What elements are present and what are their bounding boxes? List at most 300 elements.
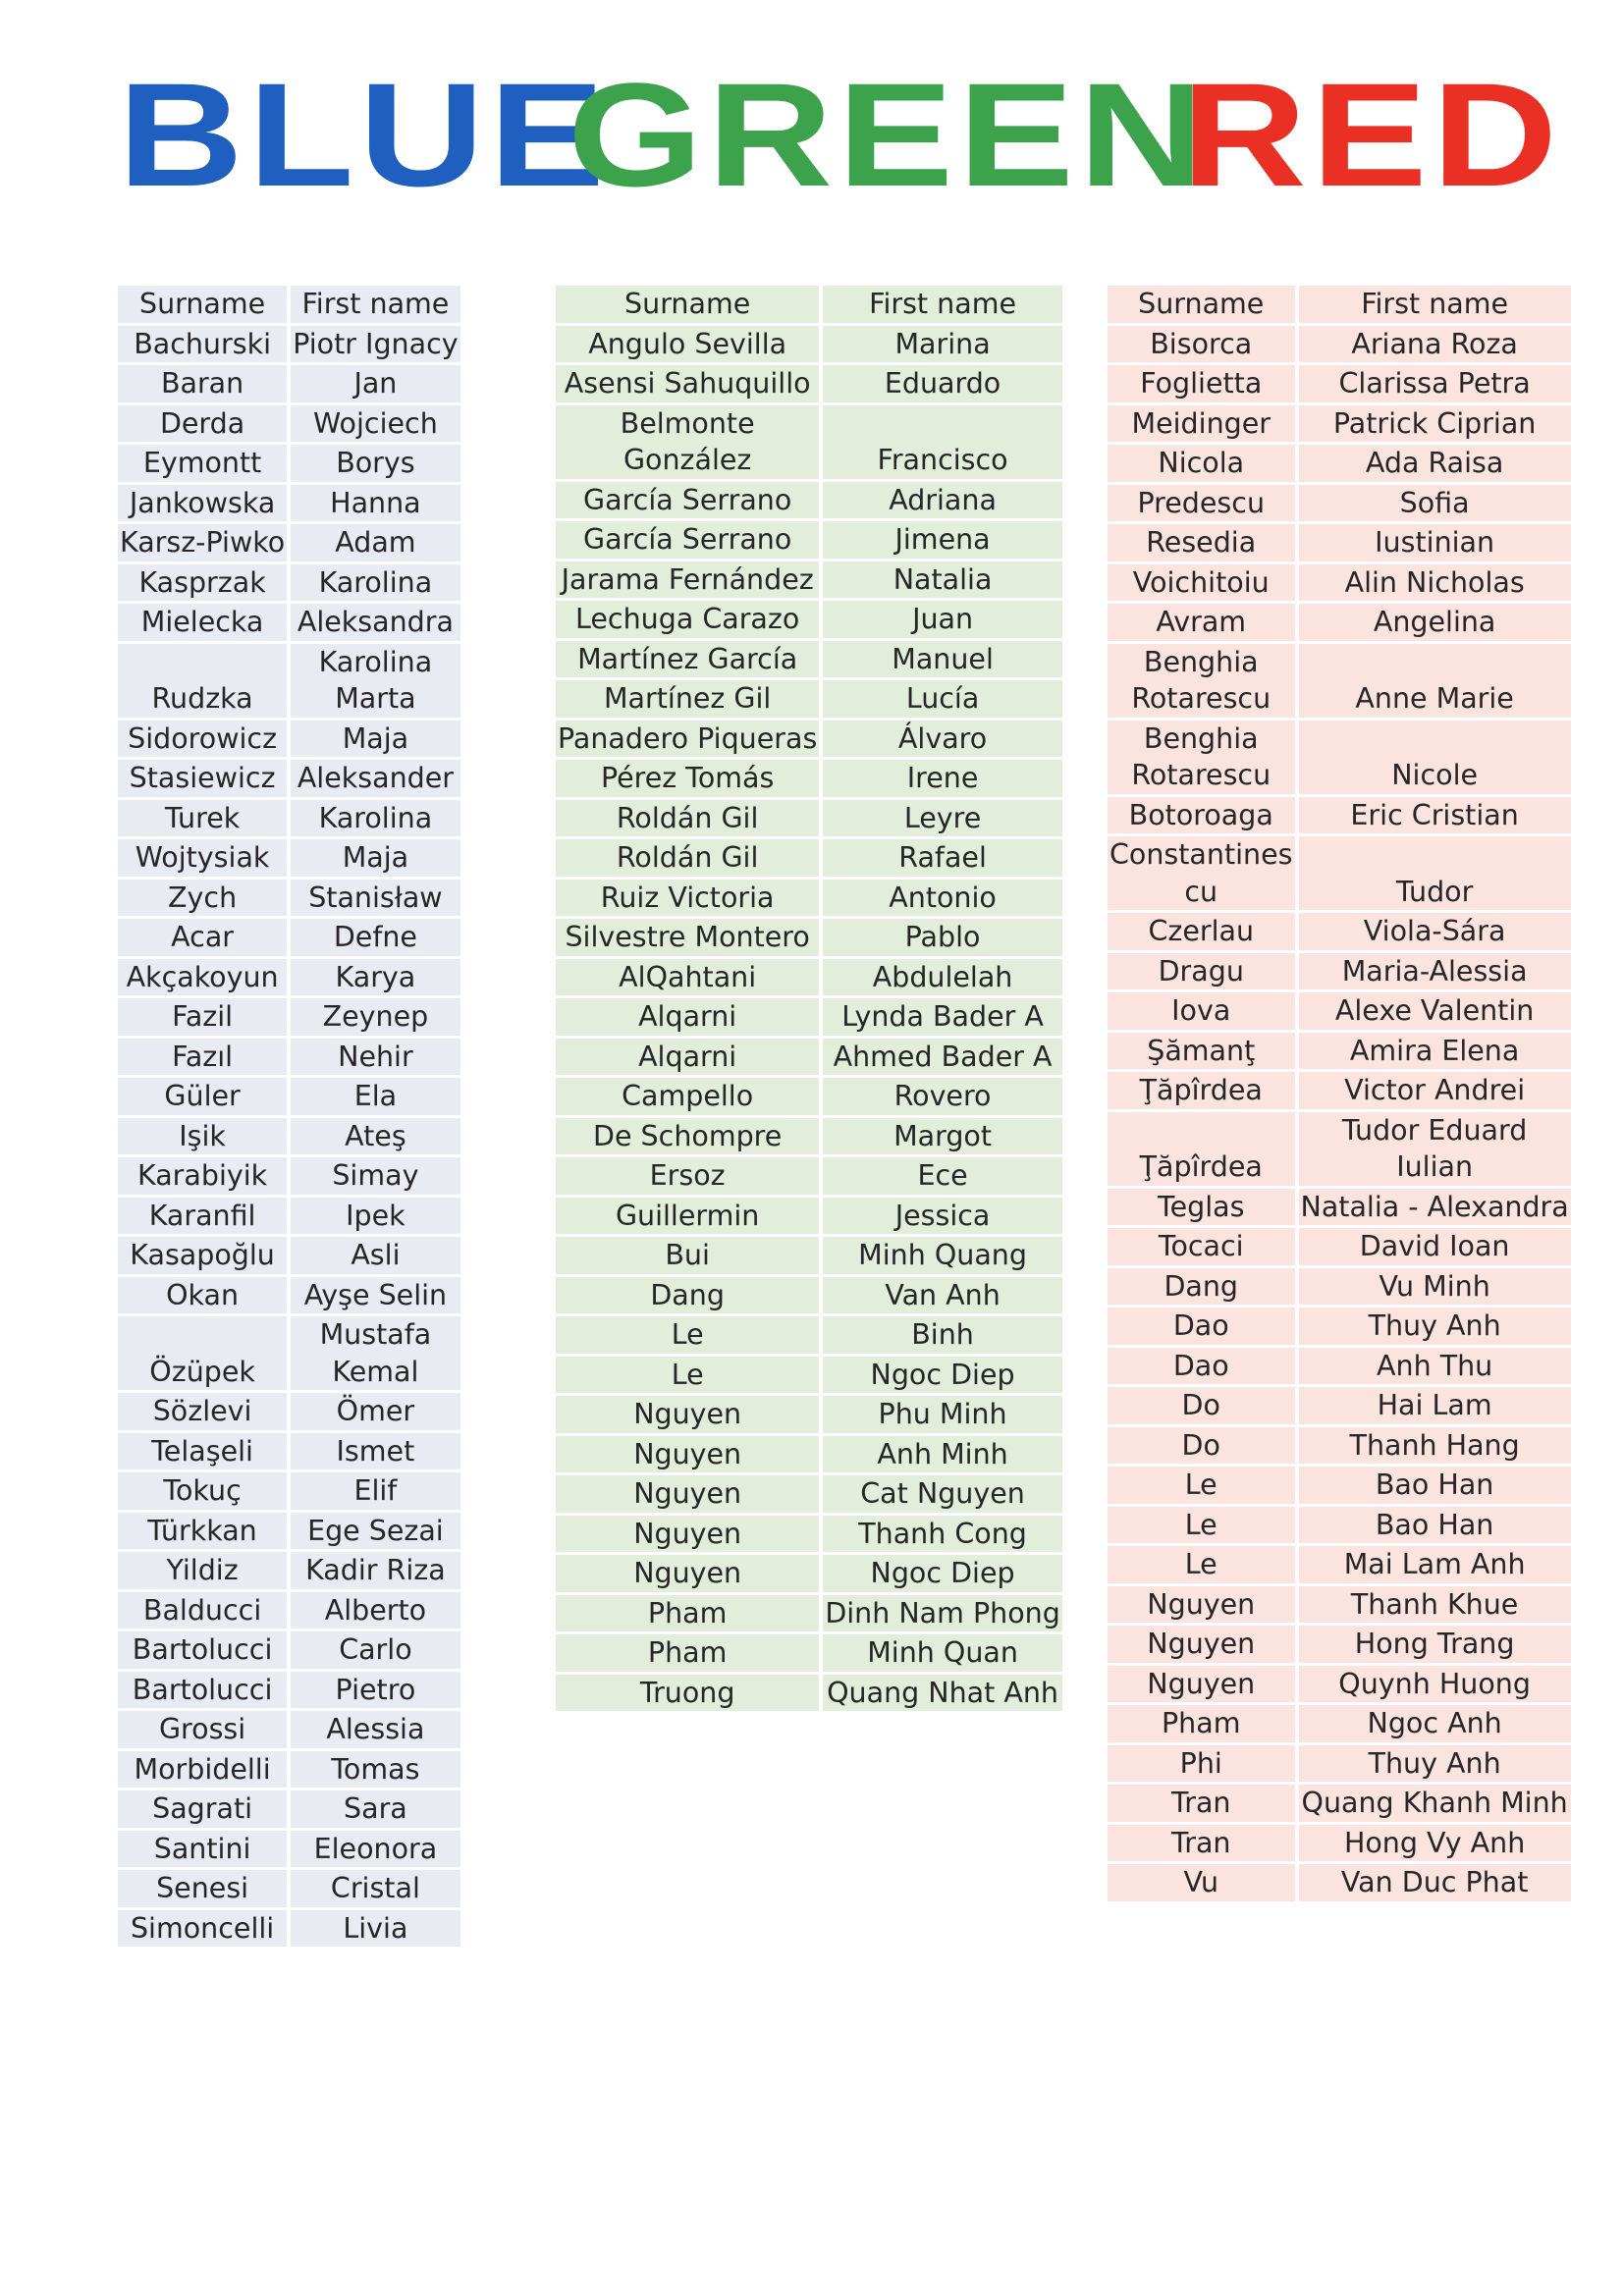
table-row	[1108, 1387, 1571, 1424]
surname-cell: Le	[1108, 1507, 1299, 1544]
surname-cell: Resedia	[1108, 524, 1299, 561]
first-name-cell: Karolina	[291, 564, 460, 602]
heading-blue: BLUE	[118, 52, 610, 217]
surname-cell: Karanfil	[118, 1198, 291, 1235]
surname-cell: Bartolucci	[118, 1631, 291, 1669]
surname-cell: Benghia Rotarescu	[1108, 721, 1299, 794]
first-name-cell: Maja	[291, 721, 460, 758]
table-row	[1108, 1072, 1571, 1109]
surname-cell: Meidinger	[1108, 405, 1299, 443]
surname-cell: Karabiyik	[118, 1157, 291, 1195]
first-name-cell: Eduardo	[823, 365, 1062, 402]
surname-cell: Dragu	[1108, 953, 1299, 990]
surname-cell: Guillermin	[556, 1198, 823, 1235]
table-row	[1108, 1785, 1571, 1822]
table-row	[1108, 1112, 1571, 1186]
surname-cell: Nguyen	[556, 1555, 823, 1592]
table-row	[556, 1316, 1062, 1354]
table-row	[118, 445, 460, 482]
surname-cell: Balducci	[118, 1592, 291, 1629]
first-name-cell: Hong Vy Anh	[1299, 1825, 1571, 1862]
first-name-cell: Pablo	[823, 919, 1062, 956]
table-row	[118, 1472, 460, 1510]
table-row	[1108, 1546, 1571, 1583]
table-row	[556, 998, 1062, 1036]
surname-cell: Ţăpîrdea	[1108, 1112, 1299, 1186]
first-name-cell: Alexe Valentin	[1299, 992, 1571, 1030]
table-row	[1108, 1705, 1571, 1742]
surname-cell: Rudzka	[118, 644, 291, 718]
first-name-header: First name	[1299, 286, 1571, 323]
first-name-cell: Lynda Bader A	[823, 998, 1062, 1036]
first-name-cell: Francisco	[823, 405, 1062, 479]
first-name-cell: Marina	[823, 326, 1062, 363]
first-name-cell: Iustinian	[1299, 524, 1571, 561]
first-name-cell: Natalia	[823, 561, 1062, 599]
first-name-cell: Pietro	[291, 1672, 460, 1709]
table-row	[1108, 721, 1571, 794]
surname-cell: Tocaci	[1108, 1228, 1299, 1265]
surname-cell: Benghia Rotarescu	[1108, 644, 1299, 718]
table-row	[556, 1157, 1062, 1195]
first-name-cell: Clarissa Petra	[1299, 365, 1571, 402]
surname-cell: Ersoz	[556, 1157, 823, 1195]
surname-cell: Pérez Tomás	[556, 760, 823, 797]
surname-cell: Nguyen	[1108, 1626, 1299, 1663]
red-header-row	[1108, 286, 1571, 323]
table-row	[118, 1039, 460, 1076]
first-name-cell: Zeynep	[291, 998, 460, 1036]
first-name-cell: Kadir Riza	[291, 1552, 460, 1589]
surname-cell: Akçakoyun	[118, 959, 291, 996]
table-row	[1108, 992, 1571, 1030]
surname-cell: Lechuga Carazo	[556, 601, 823, 638]
table-row	[118, 1433, 460, 1470]
surname-cell: Nicola	[1108, 445, 1299, 482]
first-name-cell: Alessia	[291, 1711, 460, 1748]
surname-cell: Eymontt	[118, 445, 291, 482]
surname-cell: Morbidelli	[118, 1751, 291, 1789]
surname-cell: Kasprzak	[118, 564, 291, 602]
surname-cell: Işik	[118, 1118, 291, 1155]
first-name-cell: Tomas	[291, 1751, 460, 1789]
surname-cell: Karsz-Piwko	[118, 524, 291, 561]
first-name-cell: Ipek	[291, 1198, 460, 1235]
table-row	[118, 1393, 460, 1430]
table-row	[118, 405, 460, 443]
first-name-cell: Maria-Alessia	[1299, 953, 1571, 990]
first-name-cell: Aleksandra	[291, 604, 460, 641]
table-row	[1108, 365, 1571, 402]
surname-cell: Iova	[1108, 992, 1299, 1030]
surname-cell: Panadero Piqueras	[556, 721, 823, 758]
first-name-cell: Margot	[823, 1118, 1062, 1155]
surname-cell: Sagrati	[118, 1790, 291, 1828]
heading-red: RED	[1181, 52, 1562, 217]
surname-cell: Jankowska	[118, 485, 291, 522]
first-name-cell: Elif	[291, 1472, 460, 1510]
first-name-cell: Piotr Ignacy	[291, 326, 460, 363]
first-name-cell: Eleonora	[291, 1831, 460, 1868]
table-row	[1108, 1268, 1571, 1306]
table-row	[1108, 1507, 1571, 1544]
surname-cell: Dang	[556, 1277, 823, 1314]
first-name-cell: Nehir	[291, 1039, 460, 1076]
surname-cell: Santini	[118, 1831, 291, 1868]
table-row	[118, 1672, 460, 1709]
table-row	[118, 485, 460, 522]
first-name-cell: Hai Lam	[1299, 1387, 1571, 1424]
surname-cell: Martínez García	[556, 641, 823, 678]
table-row	[118, 564, 460, 602]
surname-cell: Belmonte González	[556, 405, 823, 479]
first-name-cell: Thanh Hang	[1299, 1427, 1571, 1465]
surname-cell: Alqarni	[556, 1039, 823, 1076]
table-row	[118, 800, 460, 837]
first-name-cell: Hong Trang	[1299, 1626, 1571, 1663]
surname-cell: Pham	[556, 1634, 823, 1672]
first-name-cell: Cristal	[291, 1870, 460, 1907]
first-name-cell: Rovero	[823, 1078, 1062, 1115]
surname-cell: Do	[1108, 1387, 1299, 1424]
table-row	[118, 1910, 460, 1948]
table-row	[556, 1277, 1062, 1314]
table-row	[118, 1513, 460, 1550]
table-row	[1108, 445, 1571, 482]
first-name-cell: Binh	[823, 1316, 1062, 1354]
table-row	[1108, 1626, 1571, 1663]
surname-cell: Phi	[1108, 1745, 1299, 1783]
first-name-cell: Ece	[823, 1157, 1062, 1195]
surname-cell: Ţăpîrdea	[1108, 1072, 1299, 1109]
first-name-cell: Victor Andrei	[1299, 1072, 1571, 1109]
surname-cell: Dang	[1108, 1268, 1299, 1306]
table-row	[118, 1316, 460, 1390]
surname-cell: Derda	[118, 405, 291, 443]
first-name-cell: Livia	[291, 1910, 460, 1948]
table-row	[556, 601, 1062, 638]
first-name-cell: Quynh Huong	[1299, 1666, 1571, 1703]
first-name-cell: Abdulelah	[823, 959, 1062, 996]
first-name-cell: Anh Minh	[823, 1436, 1062, 1473]
table-row	[556, 1198, 1062, 1235]
surname-cell: Tokuç	[118, 1472, 291, 1510]
surname-cell: Bui	[556, 1237, 823, 1274]
first-name-cell: Simay	[291, 1157, 460, 1195]
table-row	[556, 482, 1062, 519]
first-name-cell: Adriana	[823, 482, 1062, 519]
first-name-cell: Vu Minh	[1299, 1268, 1571, 1306]
first-name-cell: Ngoc Diep	[823, 1357, 1062, 1394]
table-row	[556, 880, 1062, 917]
table-row	[118, 1198, 460, 1235]
surname-cell: García Serrano	[556, 521, 823, 559]
first-name-cell: Karolina Marta	[291, 644, 460, 718]
surname-cell: Nguyen	[556, 1396, 823, 1433]
table-row	[118, 326, 460, 363]
table-row	[1108, 1189, 1571, 1226]
first-name-cell: Adam	[291, 524, 460, 561]
first-name-cell: Patrick Ciprian	[1299, 405, 1571, 443]
table-row	[556, 641, 1062, 678]
first-name-cell: Van Duc Phat	[1299, 1864, 1571, 1901]
table-row	[1108, 1666, 1571, 1703]
first-name-cell: Antonio	[823, 880, 1062, 917]
first-name-cell: Van Anh	[823, 1277, 1062, 1314]
first-name-cell: Defne	[291, 919, 460, 956]
table-row	[1108, 485, 1571, 522]
first-name-cell: Karya	[291, 959, 460, 996]
first-name-header: First name	[823, 286, 1062, 323]
table-row	[1108, 644, 1571, 718]
table-row	[1108, 1308, 1571, 1345]
surname-cell: Jarama Fernández	[556, 561, 823, 599]
table-row	[556, 561, 1062, 599]
surname-header: Surname	[556, 286, 823, 323]
first-name-cell: Nicole	[1299, 721, 1571, 794]
green-names-table	[556, 283, 1062, 1714]
surname-cell: Foglietta	[1108, 365, 1299, 402]
surname-cell: Constantines cu	[1108, 836, 1299, 910]
surname-cell: Şămanţ	[1108, 1033, 1299, 1070]
first-name-cell: Thanh Khue	[1299, 1586, 1571, 1624]
table-row	[118, 760, 460, 797]
table-row	[118, 1592, 460, 1629]
first-name-cell: Rafael	[823, 839, 1062, 877]
first-name-cell: Natalia - Alexandra	[1299, 1189, 1571, 1226]
table-row	[1108, 405, 1571, 443]
first-name-header: First name	[291, 286, 460, 323]
first-name-cell: Sofia	[1299, 485, 1571, 522]
surname-cell: Campello	[556, 1078, 823, 1115]
surname-cell: Czerlau	[1108, 913, 1299, 950]
first-name-cell: Carlo	[291, 1631, 460, 1669]
surname-cell: Le	[1108, 1467, 1299, 1504]
surname-cell: Le	[556, 1316, 823, 1354]
surname-cell: Telaşeli	[118, 1433, 291, 1470]
first-name-cell: Minh Quan	[823, 1634, 1062, 1672]
first-name-cell: Phu Minh	[823, 1396, 1062, 1433]
surname-cell: Asensi Sahuquillo	[556, 365, 823, 402]
table-row	[118, 1552, 460, 1589]
table-row	[118, 1118, 460, 1155]
surname-cell: Pham	[556, 1595, 823, 1632]
table-row	[1108, 1348, 1571, 1385]
surname-cell: Alqarni	[556, 998, 823, 1036]
first-name-cell: Álvaro	[823, 721, 1062, 758]
table-row	[118, 839, 460, 877]
table-row	[118, 604, 460, 641]
first-name-cell: Irene	[823, 760, 1062, 797]
table-row	[556, 1634, 1062, 1672]
table-row	[118, 1870, 460, 1907]
table-row	[1108, 1864, 1571, 1901]
surname-cell: Le	[1108, 1546, 1299, 1583]
first-name-cell: Ahmed Bader A	[823, 1039, 1062, 1076]
first-name-cell: Wojciech	[291, 405, 460, 443]
table-row	[118, 365, 460, 402]
surname-cell: Özüpek	[118, 1316, 291, 1390]
surname-cell: Dao	[1108, 1348, 1299, 1385]
first-name-cell: Manuel	[823, 641, 1062, 678]
table-row	[1108, 1745, 1571, 1783]
table-row	[556, 1475, 1062, 1513]
surname-cell: Bachurski	[118, 326, 291, 363]
table-row	[118, 880, 460, 917]
table-row	[118, 1751, 460, 1789]
surname-cell: Nguyen	[1108, 1586, 1299, 1624]
table-row	[1108, 326, 1571, 363]
table-row	[1108, 524, 1571, 561]
table-row	[118, 524, 460, 561]
first-name-cell: Ngoc Diep	[823, 1555, 1062, 1592]
surname-cell: Pham	[1108, 1705, 1299, 1742]
table-row	[118, 919, 460, 956]
first-name-cell: Viola-Sára	[1299, 913, 1571, 950]
first-name-cell: Ada Raisa	[1299, 445, 1571, 482]
table-row	[1108, 1427, 1571, 1465]
table-row	[556, 839, 1062, 877]
first-name-cell: Quang Nhat Anh	[823, 1675, 1062, 1712]
surname-cell: Sözlevi	[118, 1393, 291, 1430]
surname-cell: Roldán Gil	[556, 839, 823, 877]
table-row	[1108, 913, 1571, 950]
surname-cell: Nguyen	[556, 1436, 823, 1473]
surname-cell: Turek	[118, 800, 291, 837]
table-row	[556, 1675, 1062, 1712]
surname-cell: Le	[556, 1357, 823, 1394]
first-name-cell: Leyre	[823, 800, 1062, 837]
surname-cell: Martínez Gil	[556, 680, 823, 718]
surname-cell: Fazil	[118, 998, 291, 1036]
table-row	[1108, 797, 1571, 834]
surname-cell: Senesi	[118, 1870, 291, 1907]
surname-cell: Yildiz	[118, 1552, 291, 1589]
first-name-cell: Alin Nicholas	[1299, 564, 1571, 602]
table-row	[118, 1078, 460, 1115]
first-name-cell: Aleksander	[291, 760, 460, 797]
surname-cell: Do	[1108, 1427, 1299, 1465]
surname-cell: Predescu	[1108, 485, 1299, 522]
table-row	[118, 1831, 460, 1868]
heading-green: GREEN	[568, 52, 1210, 217]
table-row	[556, 800, 1062, 837]
surname-cell: Tran	[1108, 1785, 1299, 1822]
first-name-cell: Hanna	[291, 485, 460, 522]
first-name-cell: Ateş	[291, 1118, 460, 1155]
first-name-cell: Angelina	[1299, 604, 1571, 641]
first-name-cell: Asli	[291, 1237, 460, 1274]
surname-cell: Okan	[118, 1277, 291, 1314]
surname-cell: Ruiz Victoria	[556, 880, 823, 917]
surname-cell: Güler	[118, 1078, 291, 1115]
surname-cell: Teglas	[1108, 1189, 1299, 1226]
red-names-table	[1108, 283, 1571, 1904]
first-name-cell: Tudor	[1299, 836, 1571, 910]
table-row	[556, 1118, 1062, 1155]
table-row	[1108, 1586, 1571, 1624]
table-row	[118, 1277, 460, 1314]
first-name-cell: Ngoc Anh	[1299, 1705, 1571, 1742]
table-row	[118, 1790, 460, 1828]
first-name-cell: Anne Marie	[1299, 644, 1571, 718]
first-name-cell: Ela	[291, 1078, 460, 1115]
first-name-cell: Thuy Anh	[1299, 1745, 1571, 1783]
table-row	[556, 760, 1062, 797]
table-row	[1108, 1228, 1571, 1265]
blue-header-row	[118, 286, 460, 323]
first-name-cell: Anh Thu	[1299, 1348, 1571, 1385]
surname-cell: Avram	[1108, 604, 1299, 641]
table-row	[556, 1396, 1062, 1433]
first-name-cell: Karolina	[291, 800, 460, 837]
table-row	[556, 521, 1062, 559]
first-name-cell: Juan	[823, 601, 1062, 638]
surname-cell: Stasiewicz	[118, 760, 291, 797]
table-row	[556, 1039, 1062, 1076]
first-name-cell: Thanh Cong	[823, 1516, 1062, 1553]
first-name-cell: David Ioan	[1299, 1228, 1571, 1265]
table-row	[556, 1516, 1062, 1553]
first-name-cell: Stanisław	[291, 880, 460, 917]
first-name-cell: Bao Han	[1299, 1507, 1571, 1544]
surname-cell: Nguyen	[556, 1475, 823, 1513]
table-row	[556, 1357, 1062, 1394]
surname-cell: Fazıl	[118, 1039, 291, 1076]
surname-cell: Türkkan	[118, 1513, 291, 1550]
table-row	[556, 1237, 1062, 1274]
first-name-cell: Bao Han	[1299, 1467, 1571, 1504]
surname-cell: Bartolucci	[118, 1672, 291, 1709]
table-row	[1108, 953, 1571, 990]
surname-cell: Botoroaga	[1108, 797, 1299, 834]
table-row	[1108, 1825, 1571, 1862]
first-name-cell: Jimena	[823, 521, 1062, 559]
first-name-cell: Ege Sezai	[291, 1513, 460, 1550]
table-row	[1108, 1467, 1571, 1504]
surname-cell: Dao	[1108, 1308, 1299, 1345]
surname-cell: Silvestre Montero	[556, 919, 823, 956]
table-row	[556, 721, 1062, 758]
first-name-cell: Cat Nguyen	[823, 1475, 1062, 1513]
table-row	[118, 1157, 460, 1195]
surname-cell: Bisorca	[1108, 326, 1299, 363]
table-row	[1108, 836, 1571, 910]
first-name-cell: Tudor Eduard Iulian	[1299, 1112, 1571, 1186]
surname-cell: Baran	[118, 365, 291, 402]
table-row	[1108, 1033, 1571, 1070]
surname-cell: Wojtysiak	[118, 839, 291, 877]
surname-cell: Mielecka	[118, 604, 291, 641]
first-name-cell: Amira Elena	[1299, 1033, 1571, 1070]
table-row	[1108, 604, 1571, 641]
first-name-cell: Maja	[291, 839, 460, 877]
table-row	[556, 680, 1062, 718]
surname-cell: Tran	[1108, 1825, 1299, 1862]
table-row	[1108, 564, 1571, 602]
table-row	[118, 1631, 460, 1669]
first-name-cell: Alberto	[291, 1592, 460, 1629]
table-row	[556, 959, 1062, 996]
table-row	[556, 365, 1062, 402]
first-name-cell: Sara	[291, 1790, 460, 1828]
first-name-cell: Quang Khanh Minh	[1299, 1785, 1571, 1822]
table-row	[556, 919, 1062, 956]
first-name-cell: Minh Quang	[823, 1237, 1062, 1274]
surname-cell: Sidorowicz	[118, 721, 291, 758]
first-name-cell: Ariana Roza	[1299, 326, 1571, 363]
table-row	[556, 1555, 1062, 1592]
